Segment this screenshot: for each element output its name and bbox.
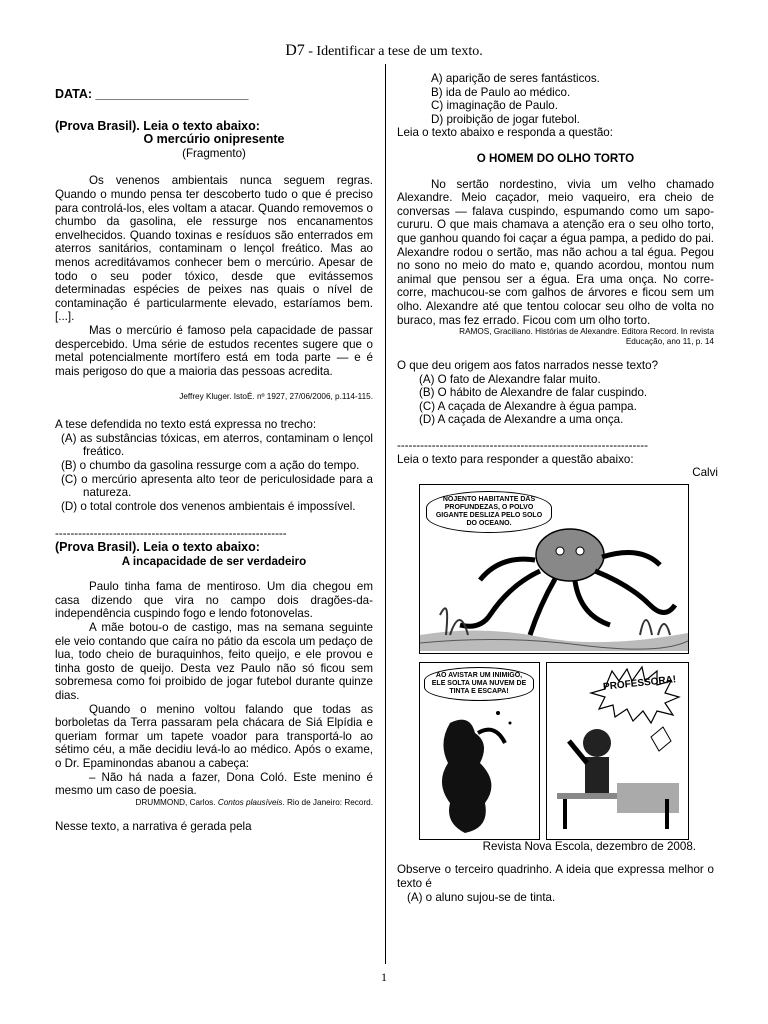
q1-question: A tese defendida no texto está expressa no trecho: bbox=[55, 418, 317, 432]
comic-bottom-row bbox=[419, 662, 689, 840]
q3-option-a[interactable]: (A) O fato de Alexandre falar muito. bbox=[419, 372, 601, 386]
panel-1-caption: NOJENTO HABITANTE DAS PROFUNDEZAS, O POLVO GIGANTE DESLIZA PELO SOLO DO OCEANO. bbox=[426, 491, 552, 533]
q2-title: A incapacidade de ser verdadeiro bbox=[121, 554, 307, 568]
q2-paragraph-3: Quando o menino voltou falando que todas as borboletas da Terra passaram pela chácara de Siá Elpídia e queriam formar um tapete voador para transportá-lo ao sétimo céu, a mãe decidiu levá-lo ao médico. Após o exame, o Dr. Epaminondas abanou a cabeça: bbox=[55, 702, 373, 770]
page-number: 1 bbox=[381, 970, 387, 984]
q3-source-line-1: RAMOS, Graciliano. Histórias de Alexandre. Editora Record. In revista bbox=[459, 327, 714, 337]
q1-subtitle: (Fragmento) bbox=[182, 146, 246, 160]
q3-option-b[interactable]: (B) O hábito de Alexandre de falar cuspindo. bbox=[419, 386, 648, 400]
q2-source bbox=[55, 798, 373, 808]
q1-option-b[interactable]: (B) o chumbo da gasolina ressurge com a ação do tempo. bbox=[61, 459, 360, 473]
descriptor-code: D7 bbox=[285, 42, 305, 59]
descriptor-title: - Identificar a tese de um texto. bbox=[308, 44, 483, 59]
q2-question: Nesse texto, a narrativa é gerada pela bbox=[55, 819, 252, 833]
q3-question: O que deu origem aos fatos narrados nesse texto? bbox=[397, 359, 659, 373]
left-column bbox=[55, 88, 373, 833]
separator: ------------------------------------------------------------ bbox=[55, 527, 287, 541]
column-divider bbox=[385, 64, 386, 964]
q1-option-a[interactable]: (A) as substâncias tóxicas, em aterros, contaminam o lençol freático. bbox=[61, 431, 373, 459]
q1-source: Jeffrey Kluger. IstoÉ. nº 1927, 27/06/2006, p.114-115. bbox=[179, 392, 373, 402]
q3-title: O HOMEM DO OLHO TORTO bbox=[476, 151, 635, 165]
panel-2-caption: AO AVISTAR UM INIMIGO, ELE SOLTA UMA NUVEM DE TINTA E ESCAPA! bbox=[424, 667, 534, 701]
panel-3-shout: PROFESSORA! bbox=[602, 674, 677, 693]
q2-option-c[interactable]: C) imaginação de Paulo. bbox=[431, 99, 558, 113]
q1-option-c[interactable]: (C) o mercúrio apresenta alto teor de periculosidade para a natureza. bbox=[61, 472, 373, 500]
q3-paragraph: No sertão nordestino, vivia um velho chamado Alexandre. Meio caçador, meio vaqueiro, era cheio de conversas — falava cuspindo, espumando como um sapo-cururu. O que mais chamava a atenção era o seu olho torto, que ganhou quando foi caçar a égua pampa, a pedido do pai. Alexandre rodou o sertão, mas não achou a tal égua. Pegou no sono no meio do mato e, quando acordou, montou num animal que pensou ser a égua. Era uma onça. No corre-corre, machucou-se com galhos de árvores e ficou sem um olho. Alexandre até que tentou colocar seu olho de volta no buraco, mas fez errado. Ficou com um olho torto. bbox=[397, 177, 714, 327]
comic-panel-1 bbox=[419, 484, 689, 654]
q2-source-work: Contos plausíveis bbox=[217, 797, 283, 807]
q2-source-author: DRUMMOND, Carlos. bbox=[135, 797, 216, 807]
q3-intro: Leia o texto abaixo e responda a questão: bbox=[397, 126, 613, 140]
q3-option-d[interactable]: (D) A caçada de Alexandre a uma onça. bbox=[419, 413, 624, 427]
comic-panel-2 bbox=[419, 662, 540, 840]
q4-intro: Leia o texto para responder a questão abaixo: bbox=[397, 452, 634, 466]
q2-source-rest: . Rio de Janeiro: Record. bbox=[282, 797, 373, 807]
q2-option-a[interactable]: A) aparição de seres fantásticos. bbox=[431, 72, 600, 85]
q3-source-line-2: Educação, ano 11, p. 14 bbox=[625, 337, 714, 347]
page-header bbox=[0, 42, 768, 60]
comic-panel-3 bbox=[546, 662, 689, 840]
q1-paragraph-1: Os venenos ambientais nunca seguem regras. Quando o mundo pensa ter descoberto tudo o que é preciso para controlá-los, eles voltam a atacar. Quando removemos o chumbo da gasolina, ele ressurge nos encanamentos envelhecidos. Quando toxinas e resíduos são enterrados em aterros sanitários, contaminam o lençol freático. Mas ao menos acreditávamos conhecer bem o mercúrio. Apesar de todo o seu poder tóxico, desde que evitássemos determinadas espécies de peixes nas quais o nível de contaminação é particularmente elevado, estaríamos bem. [...]. bbox=[55, 174, 373, 324]
comic-source: Revista Nova Escola, dezembro de 2008. bbox=[482, 839, 696, 853]
q2-option-b[interactable]: B) ida de Paulo ao médico. bbox=[431, 85, 571, 99]
q4-option-a[interactable]: (A) o aluno sujou-se de tinta. bbox=[407, 890, 556, 904]
q1-intro: (Prova Brasil). Leia o texto abaixo: bbox=[55, 118, 260, 133]
q2-intro: (Prova Brasil). Leia o texto abaixo: bbox=[55, 540, 260, 555]
q2-paragraph-1: Paulo tinha fama de mentiroso. Um dia chegou em casa dizendo que vira no campo dois dragões-da-independência cuspindo fogo e lendo fotonovelas. bbox=[55, 580, 373, 621]
q4-question: Observe o terceiro quadrinho. A ideia que expressa melhor o texto é bbox=[397, 863, 714, 891]
q1-option-d[interactable]: (D) o total controle dos venenos ambientais é impossível. bbox=[61, 499, 356, 513]
right-column bbox=[397, 72, 718, 904]
comic-strip bbox=[419, 484, 689, 840]
q1-paragraph-2: Mas o mercúrio é famoso pela capacidade de passar despercebido. Uma série de estudos recentes sugere que o metal potencialmente mortífero está em toda parte — e é mais perigoso do que a maioria das pessoas acredita. bbox=[55, 323, 373, 378]
q1-title: O mercúrio onipresente bbox=[143, 132, 285, 147]
q3-option-c[interactable]: (C) A caçada de Alexandre à égua pampa. bbox=[419, 399, 637, 413]
separator-right: ----------------------------------------------------------------- bbox=[397, 439, 648, 453]
date-label: DATA: ______________________ bbox=[55, 87, 249, 101]
q4-author: Calvi bbox=[692, 466, 718, 480]
q2-option-d[interactable]: D) proibição de jogar futebol. bbox=[431, 112, 580, 126]
q2-paragraph-4: – Não há nada a fazer, Dona Coló. Este menino é mesmo um caso de poesia. bbox=[55, 770, 373, 798]
q2-paragraph-2: A mãe botou-o de castigo, mas na semana seguinte ele veio contando que caíra no pátio da escola um pedaço de lua, todo cheio de buraquinhos, feito queijo, e ele provou e tinha gosto de queijo. Desta vez Paulo não só ficou sem sobremesa como foi proibido de jogar futebol durante quinze dias. bbox=[55, 621, 373, 702]
